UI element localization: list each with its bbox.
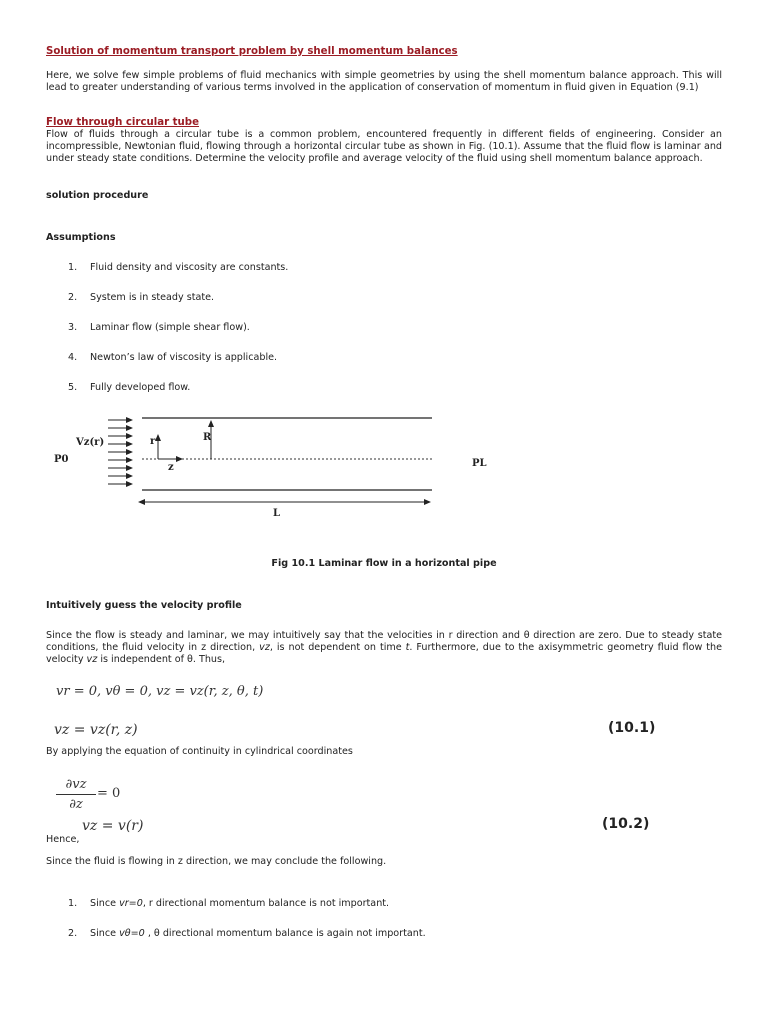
text-run: Since the flow is steady and laminar, we may intuitively say that the velocities in r direction and θ direction are zero. Due to steady state conditions, the fluid velocity in z direction, — [46, 630, 722, 653]
section-heading-velocity-profile: Intuitively guess the velocity profile — [46, 600, 242, 611]
label-z: z — [168, 462, 174, 473]
fraction-denominator: ∂z — [69, 797, 83, 812]
list-item-number: 1. — [68, 898, 78, 909]
intro-paragraph: Here, we solve few simple problems of fluid mechanics with simple geometries by using the shell momentum balance approach. This will lead to greater understanding of various terms involved in the application of conservation of momentum in fluid given in Equation (9.1) — [46, 70, 722, 93]
label-R: R — [203, 432, 212, 443]
conclusion-paragraph: Since the fluid is flowing in z direction, we may conclude the following. — [46, 856, 387, 867]
text-run: , is not dependent on time — [269, 642, 406, 653]
list-item-text: Fully developed flow. — [90, 382, 191, 393]
list-item-number: 1. — [68, 262, 78, 273]
fraction-numerator: ∂vz — [56, 777, 96, 795]
symbol-vz: vz — [259, 642, 270, 653]
figure-caption: Fig 10.1 Laminar flow in a horizontal pipe — [271, 558, 497, 569]
list-item-text: Fluid density and viscosity are constants. — [90, 262, 289, 273]
list-item-text — [90, 898, 389, 910]
equation-10-2a-rhs: = 0 — [97, 786, 121, 801]
label-p0: P0 — [54, 454, 69, 465]
equation-number-10-2: (10.2) — [602, 816, 650, 832]
list-item-text: Newton’s law of viscosity is applicable. — [90, 352, 278, 363]
equation-10-1b: vz = vz(r, z) — [54, 722, 138, 738]
text-run: is independent of θ. Thus, — [97, 654, 226, 665]
text-run: . Furthermore, due to the axisymmetric geometry fluid flow the velocity — [46, 642, 722, 665]
list-item-number: 4. — [68, 352, 78, 363]
label-r: r — [150, 436, 156, 447]
label-vz: Vz(r) — [76, 437, 105, 448]
symbol-vr: vr=0 — [119, 898, 143, 909]
section-circular-tube-text: Flow of fluids through a circular tube is a common problem, encountered frequently in different fields of engineering. Consider an incompressible, Newtonian fluid, flowing through a horizontal circular tube as shown in Fig. (10.1). Assume that the fluid flow is laminar and under steady state conditions. Determine the velocity profile and average velocity of the fluid using shell momentum balance approach. — [46, 129, 722, 164]
symbol-vz: vz — [86, 654, 98, 665]
list-item-text: Laminar flow (simple shear flow). — [90, 322, 250, 333]
solution-procedure-label: solution procedure — [46, 190, 149, 201]
list-item-number: 5. — [68, 382, 78, 393]
text-run: Since — [90, 898, 120, 909]
list-item-number: 3. — [68, 322, 78, 333]
equation-10-2a-fraction — [56, 777, 96, 812]
text-run: Since — [90, 928, 120, 939]
symbol-t: t — [405, 642, 410, 653]
list-item-number: 2. — [68, 292, 78, 303]
equation-10-1a: vr = 0, vθ = 0, vz = vz(r, z, θ, t) — [56, 684, 264, 699]
list-item-text — [90, 928, 426, 940]
velocity-profile-paragraph — [46, 630, 722, 666]
label-L: L — [273, 508, 281, 519]
label-pl: PL — [472, 458, 487, 469]
section-heading-circular-tube: Flow through circular tube — [46, 117, 200, 128]
pipe-flow-figure — [40, 408, 487, 523]
assumptions-heading: Assumptions — [46, 232, 116, 243]
symbol-vtheta: vθ=0 — [119, 928, 145, 939]
continuity-paragraph: By applying the equation of continuity in cylindrical coordinates — [46, 746, 353, 757]
equation-10-2b: vz = v(r) — [82, 818, 144, 834]
list-item-number: 2. — [68, 928, 78, 939]
text-run: , r directional momentum balance is not important. — [142, 898, 390, 909]
list-item-text: System is in steady state. — [90, 292, 215, 303]
inflow-arrows — [108, 420, 132, 484]
hence-label: Hence, — [46, 834, 80, 845]
text-run: , θ directional momentum balance is again not important. — [144, 928, 426, 939]
page-title: Solution of momentum transport problem by shell momentum balances — [46, 46, 458, 57]
equation-number-10-1: (10.1) — [608, 720, 656, 736]
